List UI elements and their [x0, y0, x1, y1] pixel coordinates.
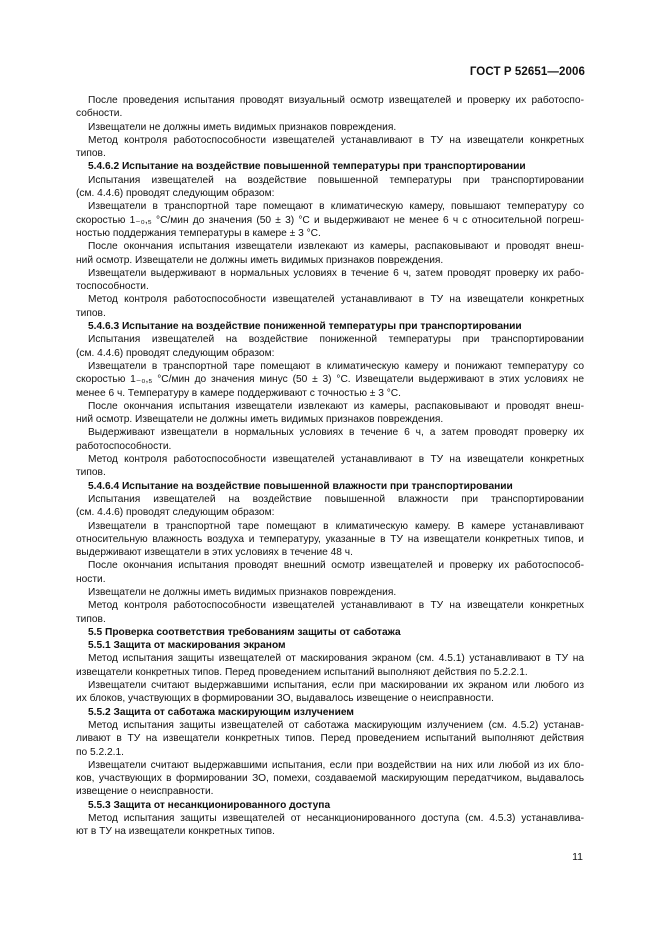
text-line: ков, участвующих в формировании ЗО, помехи, создаваемой маскирующим передатчиком, выдавалось [76, 773, 584, 785]
text-line: ний осмотр. Извещатели не должны иметь видимых признаков повреждения. [76, 254, 444, 266]
text-line: относительную влажность воздуха и температуру, указанные в ТУ на извещатели конкретных типов, и [76, 533, 584, 545]
section-heading [76, 706, 584, 719]
section-heading [76, 320, 584, 333]
text-line: ности. [76, 573, 106, 585]
text-line: Метод контроля работоспособности извещателей устанавливают в ТУ на извещатели конкретных [88, 454, 584, 466]
text-line: Извещатели не должны иметь видимых признаков повреждения. [88, 586, 397, 598]
text-line: типов. [76, 467, 106, 479]
text-line: извещение о неисправности. [76, 786, 214, 798]
text-line: Извещатели в транспортной таре помещают в климатическую камеру и понижают температуру со [88, 360, 584, 372]
text-line: 5.4.6.2 Испытание на воздействие повышенной температуры при транспортировании [88, 161, 526, 173]
text-line: 5.5.3 Защита от несанкционированного доступа [88, 799, 331, 811]
paragraph [76, 333, 584, 360]
text-line: Извещатели в транспортной таре помещают в климатическую камеру. В камере устанавливают [88, 520, 584, 532]
paragraph [76, 520, 584, 560]
text-line: менее 6 ч. Температуру в камере поддерживают с точностью ± 3 °С. [76, 387, 401, 399]
section-heading [76, 639, 584, 652]
text-line: собности. [76, 108, 123, 120]
text-line: их блоков, участвующих в формировании ЗО, выдавалось извещение о неисправности. [76, 693, 494, 705]
text-line: Метод контроля работоспособности извещателей устанавливают в ТУ на извещатели конкретных [88, 294, 584, 306]
paragraph [76, 200, 584, 240]
paragraph [76, 453, 584, 480]
text-line: скоростью 1₋₀,₅ °С/мин до значения (50 ± 3) °С и выдерживают не менее 6 ч с относительной погреш- [76, 214, 584, 226]
text-line: 5.5.1 Защита от маскирования экраном [88, 640, 286, 652]
text-line: ют в ТУ на извещатели конкретных типов. [76, 826, 275, 838]
paragraph [76, 559, 584, 586]
paragraph [76, 719, 584, 759]
text-line: ливают в ТУ на извещатели конкретных типов. Перед проведением испытаний выполняют действия [76, 733, 584, 745]
text-line: скоростью 1₋₀,₅ °С/мин до значения минус (50 ± 3) °С. Извещатели выдерживают в этих условиях не [76, 374, 584, 386]
text-line: (см. 4.4.6) проводят следующим образом: [76, 347, 275, 359]
text-line: по 5.2.2.1. [76, 746, 124, 758]
text-line: После проведения испытания проводят визуальный осмотр извещателей и проверку их работоспо- [88, 95, 584, 106]
text-line: ний осмотр. Извещатели не должны иметь видимых признаков повреждения. [76, 414, 444, 426]
text-line: работоспособности. [76, 440, 172, 452]
text-line: Извещатели считают выдержавшими испытания, если при воздействии на них или любой из их бло- [88, 759, 584, 771]
paragraph [76, 293, 584, 320]
paragraph [76, 174, 584, 201]
paragraph [76, 94, 584, 121]
section-heading [76, 626, 584, 639]
text-line: Испытания извещателей на воздействие повышенной влажности при транспортировании [88, 493, 584, 505]
paragraph [76, 679, 584, 706]
text-line: Метод контроля работоспособности извещателей устанавливают в ТУ на извещатели конкретных [88, 134, 584, 146]
text-line: Извещатели считают выдержавшими испытания, если при маскировании их экраном или любого из [88, 680, 584, 692]
page-number: 11 [572, 851, 583, 863]
paragraph [76, 240, 584, 267]
paragraph [76, 426, 584, 453]
paragraph [76, 599, 584, 626]
text-line: После окончания испытания извещатели извлекают из камеры, распаковывают и проводят внеш- [88, 241, 584, 253]
text-line: Метод контроля работоспособности извещателей устанавливают в ТУ на извещатели конкретных [88, 600, 584, 612]
text-line: 5.5 Проверка соответствия требованиям защиты от саботажа [88, 626, 401, 638]
text-line: типов. [76, 613, 106, 625]
text-line: извещатели конкретных типов. Перед проведением испытаний выполняют действия по 5.2.2.1. [76, 666, 528, 678]
paragraph [76, 360, 584, 400]
text-line: Метод испытания защиты извещателей от саботажа маскирующим излучением (см. 4.5.2) устанав- [88, 719, 584, 731]
text-line: 5.4.6.4 Испытание на воздействие повышенной влажности при транспортировании [88, 480, 513, 492]
text-line: 5.4.6.3 Испытание на воздействие пониженной температуры при транспортировании [88, 321, 522, 333]
document-code: ГОСТ Р 52651—2006 [469, 66, 585, 78]
text-line: тоспособности. [76, 281, 149, 293]
text-line: После окончания испытания извещатели извлекают из камеры, распаковывают и проводят внеш- [88, 400, 584, 412]
text-line: Метод испытания защиты извещателей от маскирования экраном (см. 4.5.1) устанавливают в ТУ на [88, 653, 584, 665]
section-heading [76, 160, 584, 173]
text-line: Испытания извещателей на воздействие повышенной температуры при транспортировании [88, 174, 584, 186]
paragraph [76, 121, 584, 134]
text-line: Выдерживают извещатели в нормальных условиях в течение 6 ч, а затем проводят проверку их [88, 427, 584, 439]
text-line: Извещатели в транспортной таре помещают в климатическую камеру, повышают температуру со [88, 201, 584, 213]
section-heading [76, 799, 584, 812]
text-line: типов. [76, 307, 106, 319]
paragraph [76, 652, 584, 679]
text-line: Испытания извещателей на воздействие пониженной температуры при транспортировании [88, 334, 584, 346]
text-line: Извещатели выдерживают в нормальных условиях в течение 6 ч, затем проводят проверку их рабо- [88, 267, 584, 279]
text-line: После окончания испытания проводят внешний осмотр извещателей и проверку их работоспособ- [88, 560, 584, 572]
text-line: ностью поддержания температуры в камере ± 3 °С. [76, 227, 321, 239]
paragraph [76, 586, 584, 599]
text-line: 5.5.2 Защита от саботажа маскирующим излучением [88, 706, 354, 718]
section-heading [76, 480, 584, 493]
text-line: Метод испытания защиты извещателей от несанкционированного доступа (см. 4.5.3) устанавлива- [88, 813, 584, 825]
text-line: (см. 4.4.6) проводят следующим образом: [76, 507, 275, 519]
text-line: Извещатели не должны иметь видимых признаков повреждения. [88, 121, 397, 133]
text-line: (см. 4.4.6) проводят следующим образом: [76, 188, 275, 200]
paragraph [76, 812, 584, 839]
text-line: выдерживают извещатели в этих условиях в течение 48 ч. [76, 547, 353, 559]
paragraph [76, 400, 584, 427]
paragraph [76, 759, 584, 799]
paragraph [76, 493, 584, 520]
paragraph [76, 134, 584, 161]
page-body [76, 94, 584, 839]
paragraph [76, 267, 584, 294]
text-line: типов. [76, 148, 106, 160]
